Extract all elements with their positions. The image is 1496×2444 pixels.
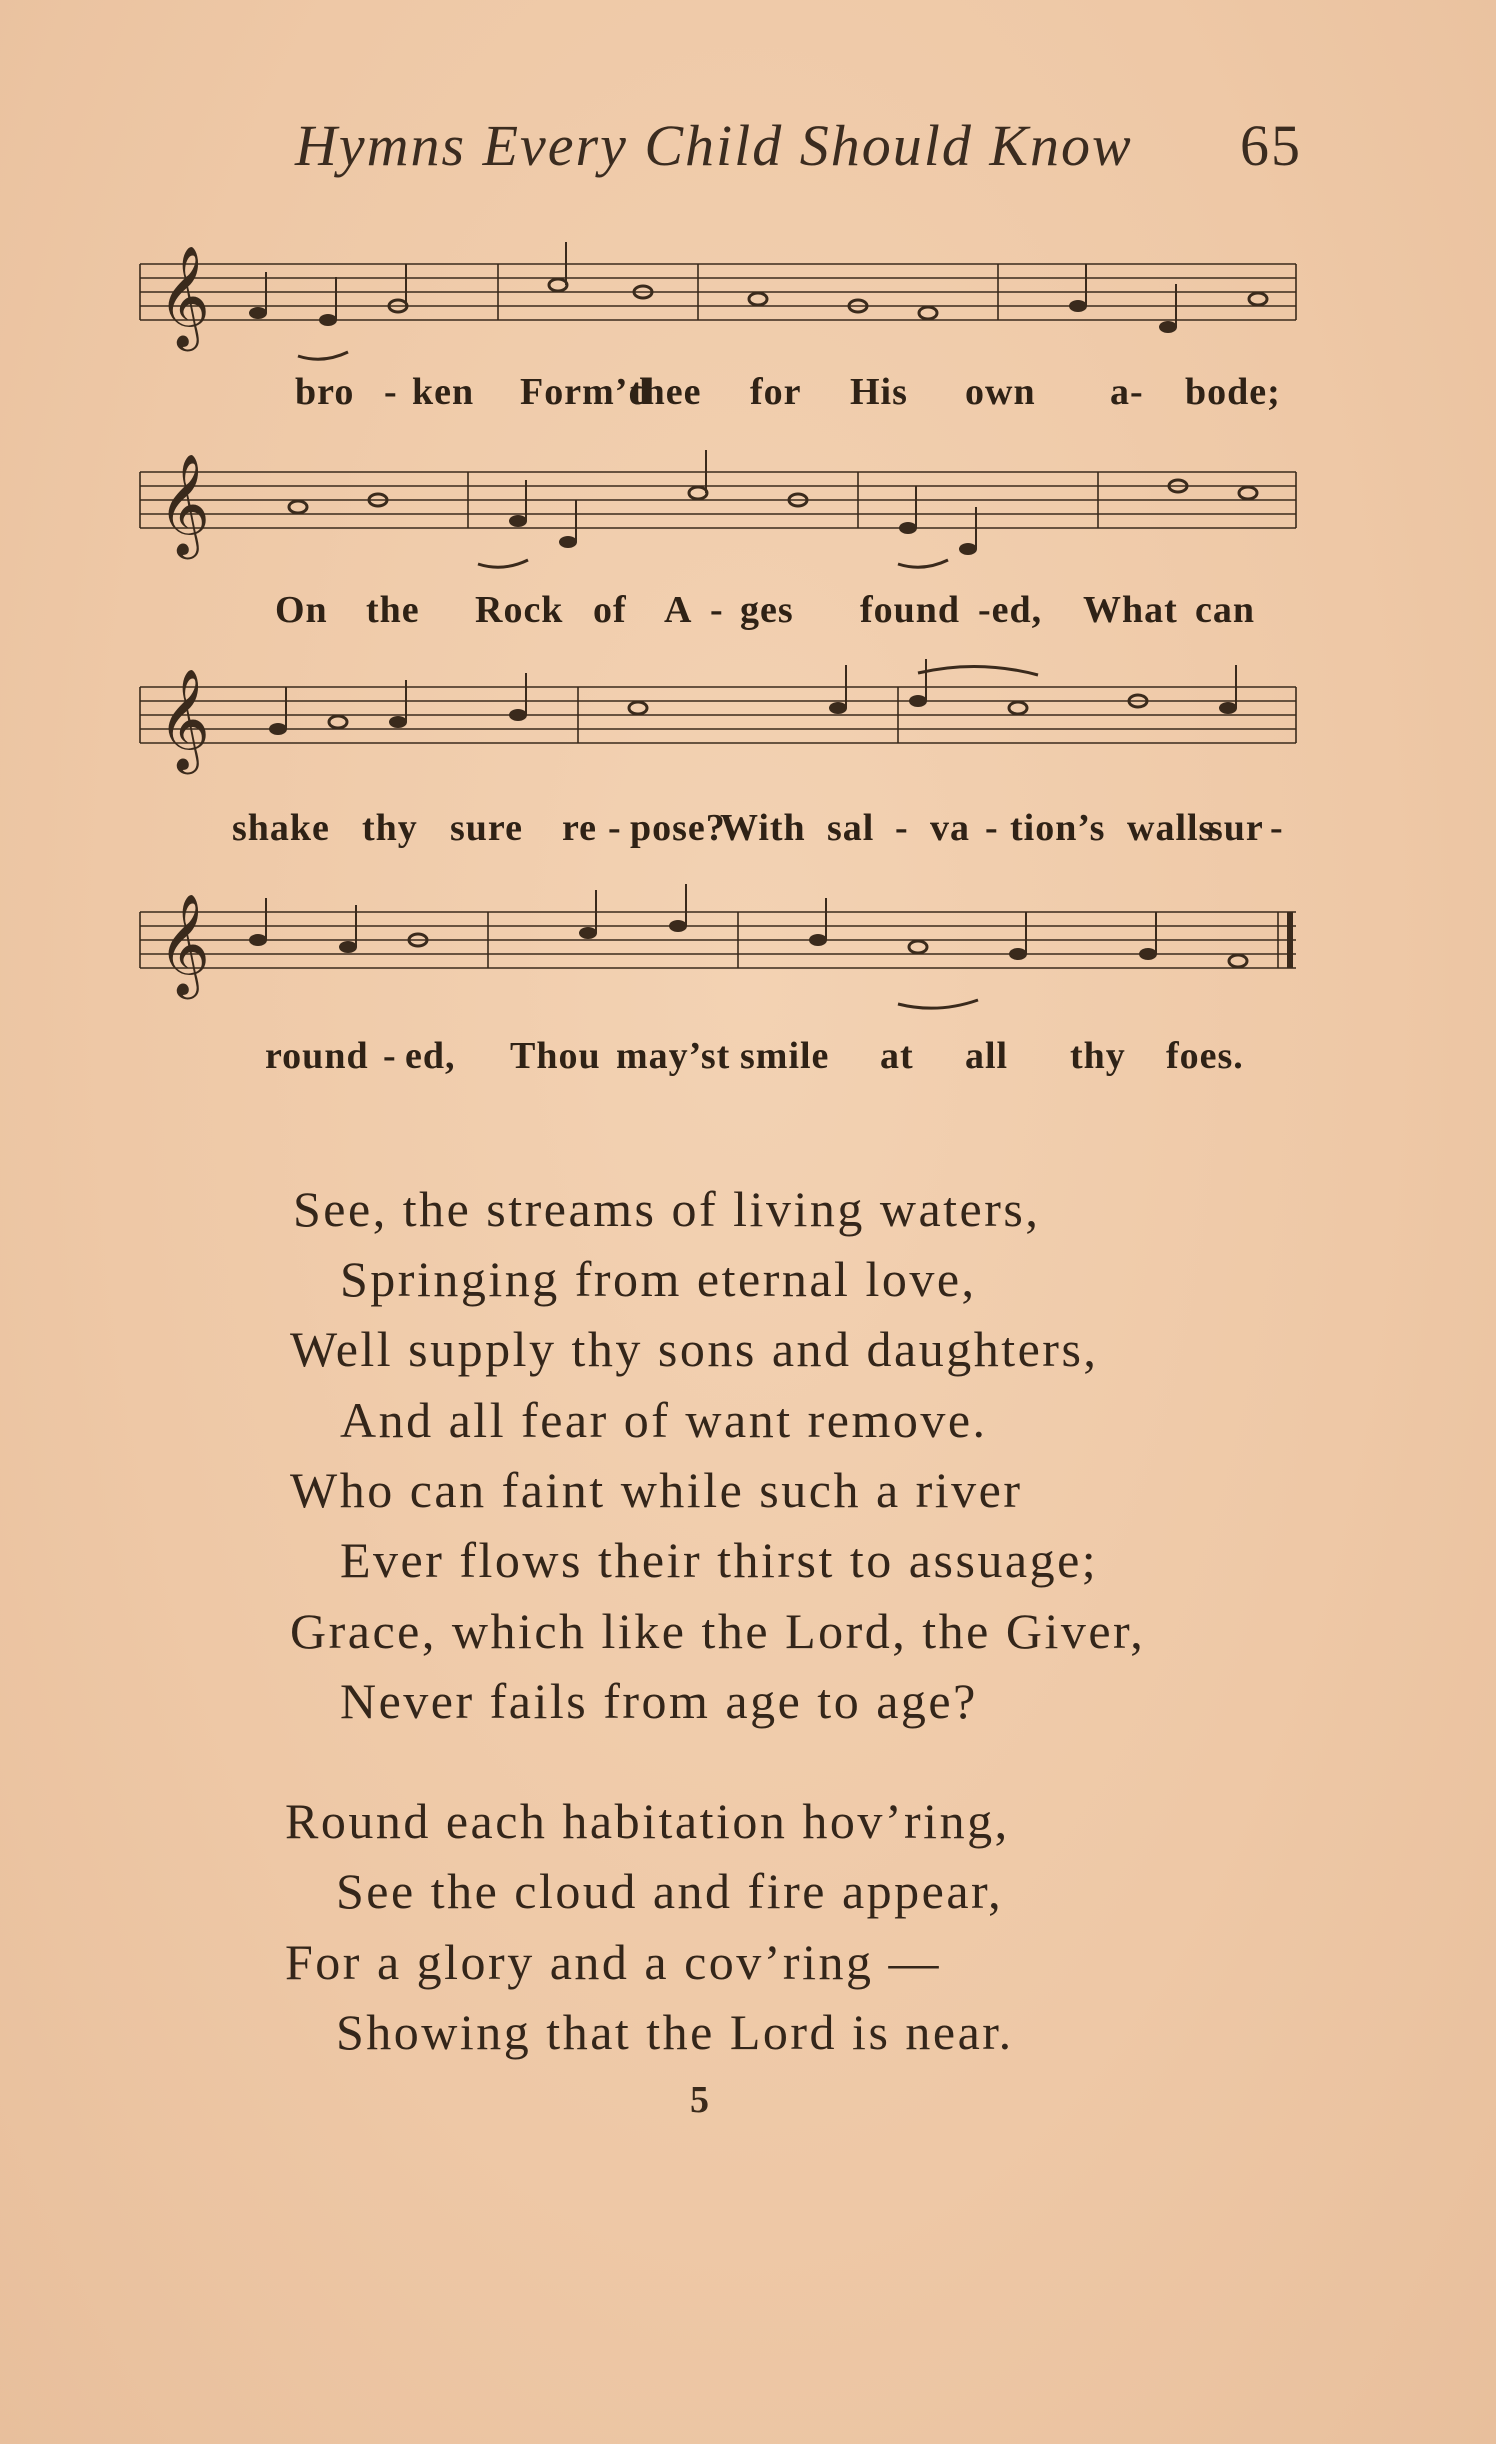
lyric-syllable: for <box>750 371 802 413</box>
lyric-syllable: pose? <box>630 807 726 849</box>
verse-line: Springing from eternal love, <box>340 1251 977 1307</box>
lyric-syllable: all <box>965 1035 1009 1077</box>
lyric-syllable: ges <box>740 589 794 631</box>
music-staff-system-3 <box>138 655 1300 805</box>
music-staff-system-1 <box>138 232 1300 382</box>
verse-line: Showing that the Lord is near. <box>336 2004 1014 2060</box>
page-number: 65 <box>1240 113 1302 178</box>
lyric-syllable: ken <box>412 371 475 413</box>
lyric-syllable: at <box>880 1035 914 1077</box>
lyric-syllable: sur <box>1208 807 1264 849</box>
lyric-syllable: - <box>383 1035 397 1077</box>
printer-signature-mark: 5 <box>690 2079 709 2121</box>
lyric-syllable: found <box>860 589 961 631</box>
verse-line: Ever flows their thirst to assuage; <box>340 1532 1099 1588</box>
lyric-syllable: can <box>1195 589 1255 631</box>
lyric-syllable: thy <box>362 807 418 849</box>
music-staff-system-4 <box>138 880 1300 1030</box>
lyric-syllable: bode; <box>1185 371 1281 413</box>
lyric-syllable: shake <box>232 807 330 849</box>
lyric-syllable: walls <box>1127 807 1215 849</box>
lyric-syllable: - <box>384 371 398 413</box>
verse-line: Never fails from age to age? <box>340 1673 978 1729</box>
lyric-syllable: may’st <box>616 1035 731 1077</box>
lyric-syllable: sal <box>827 807 875 849</box>
lyric-syllable: - <box>608 807 622 849</box>
verse-line: Who can faint while such a river <box>290 1462 1023 1518</box>
lyric-syllable: ed, <box>405 1035 456 1077</box>
verse-line: See, the streams of living waters, <box>293 1181 1041 1237</box>
lyric-syllable: bro <box>295 371 355 413</box>
lyric-syllable: of <box>593 589 627 631</box>
svg-text:𝄞: 𝄞 <box>158 667 211 770</box>
lyric-syllable: Rock <box>475 589 564 631</box>
verse-line: For a glory and a cov’ring — <box>285 1934 941 1990</box>
lyric-syllable: His <box>850 371 908 413</box>
lyric-syllable: With <box>720 807 806 849</box>
lyric-syllable: A <box>664 589 693 631</box>
verse-line: Round each habitation hov’ring, <box>285 1793 1010 1849</box>
lyric-syllable: a- <box>1110 371 1144 413</box>
verse-line: See the cloud and fire appear, <box>336 1863 1004 1919</box>
lyric-syllable: - <box>985 807 999 849</box>
verse-line: And all fear of want remove. <box>340 1392 988 1448</box>
lyric-syllable: smile <box>740 1035 830 1077</box>
svg-text:𝄞: 𝄞 <box>158 244 211 347</box>
lyric-syllable: - <box>895 807 909 849</box>
music-staff-system-2 <box>138 440 1300 590</box>
lyric-syllable: re <box>562 807 598 849</box>
svg-text:𝄞: 𝄞 <box>158 892 211 995</box>
lyric-syllable: Thou <box>510 1035 601 1077</box>
lyric-syllable: thy <box>1070 1035 1126 1077</box>
lyric-syllable: va <box>930 807 970 849</box>
svg-text:𝄞: 𝄞 <box>158 452 211 555</box>
lyric-syllable: - <box>1270 807 1284 849</box>
verse-line: Grace, which like the Lord, the Giver, <box>290 1603 1146 1659</box>
lyric-syllable: own <box>965 371 1036 413</box>
lyric-syllable: - <box>710 589 724 631</box>
lyric-syllable: thee <box>630 371 702 413</box>
lyric-syllable: foes. <box>1166 1035 1244 1077</box>
lyric-syllable: What <box>1083 589 1178 631</box>
book-title: Hymns Every Child Should Know <box>295 113 1133 178</box>
lyric-syllable: -ed, <box>978 589 1043 631</box>
verse-line: Well supply thy sons and daughters, <box>290 1321 1099 1377</box>
lyric-syllable: On <box>275 589 328 631</box>
lyric-syllable: round <box>265 1035 369 1077</box>
lyric-syllable: sure <box>450 807 523 849</box>
lyric-syllable: tion’s <box>1010 807 1106 849</box>
lyric-syllable: the <box>366 589 420 631</box>
lyric-syllable: Form’d <box>520 371 651 413</box>
